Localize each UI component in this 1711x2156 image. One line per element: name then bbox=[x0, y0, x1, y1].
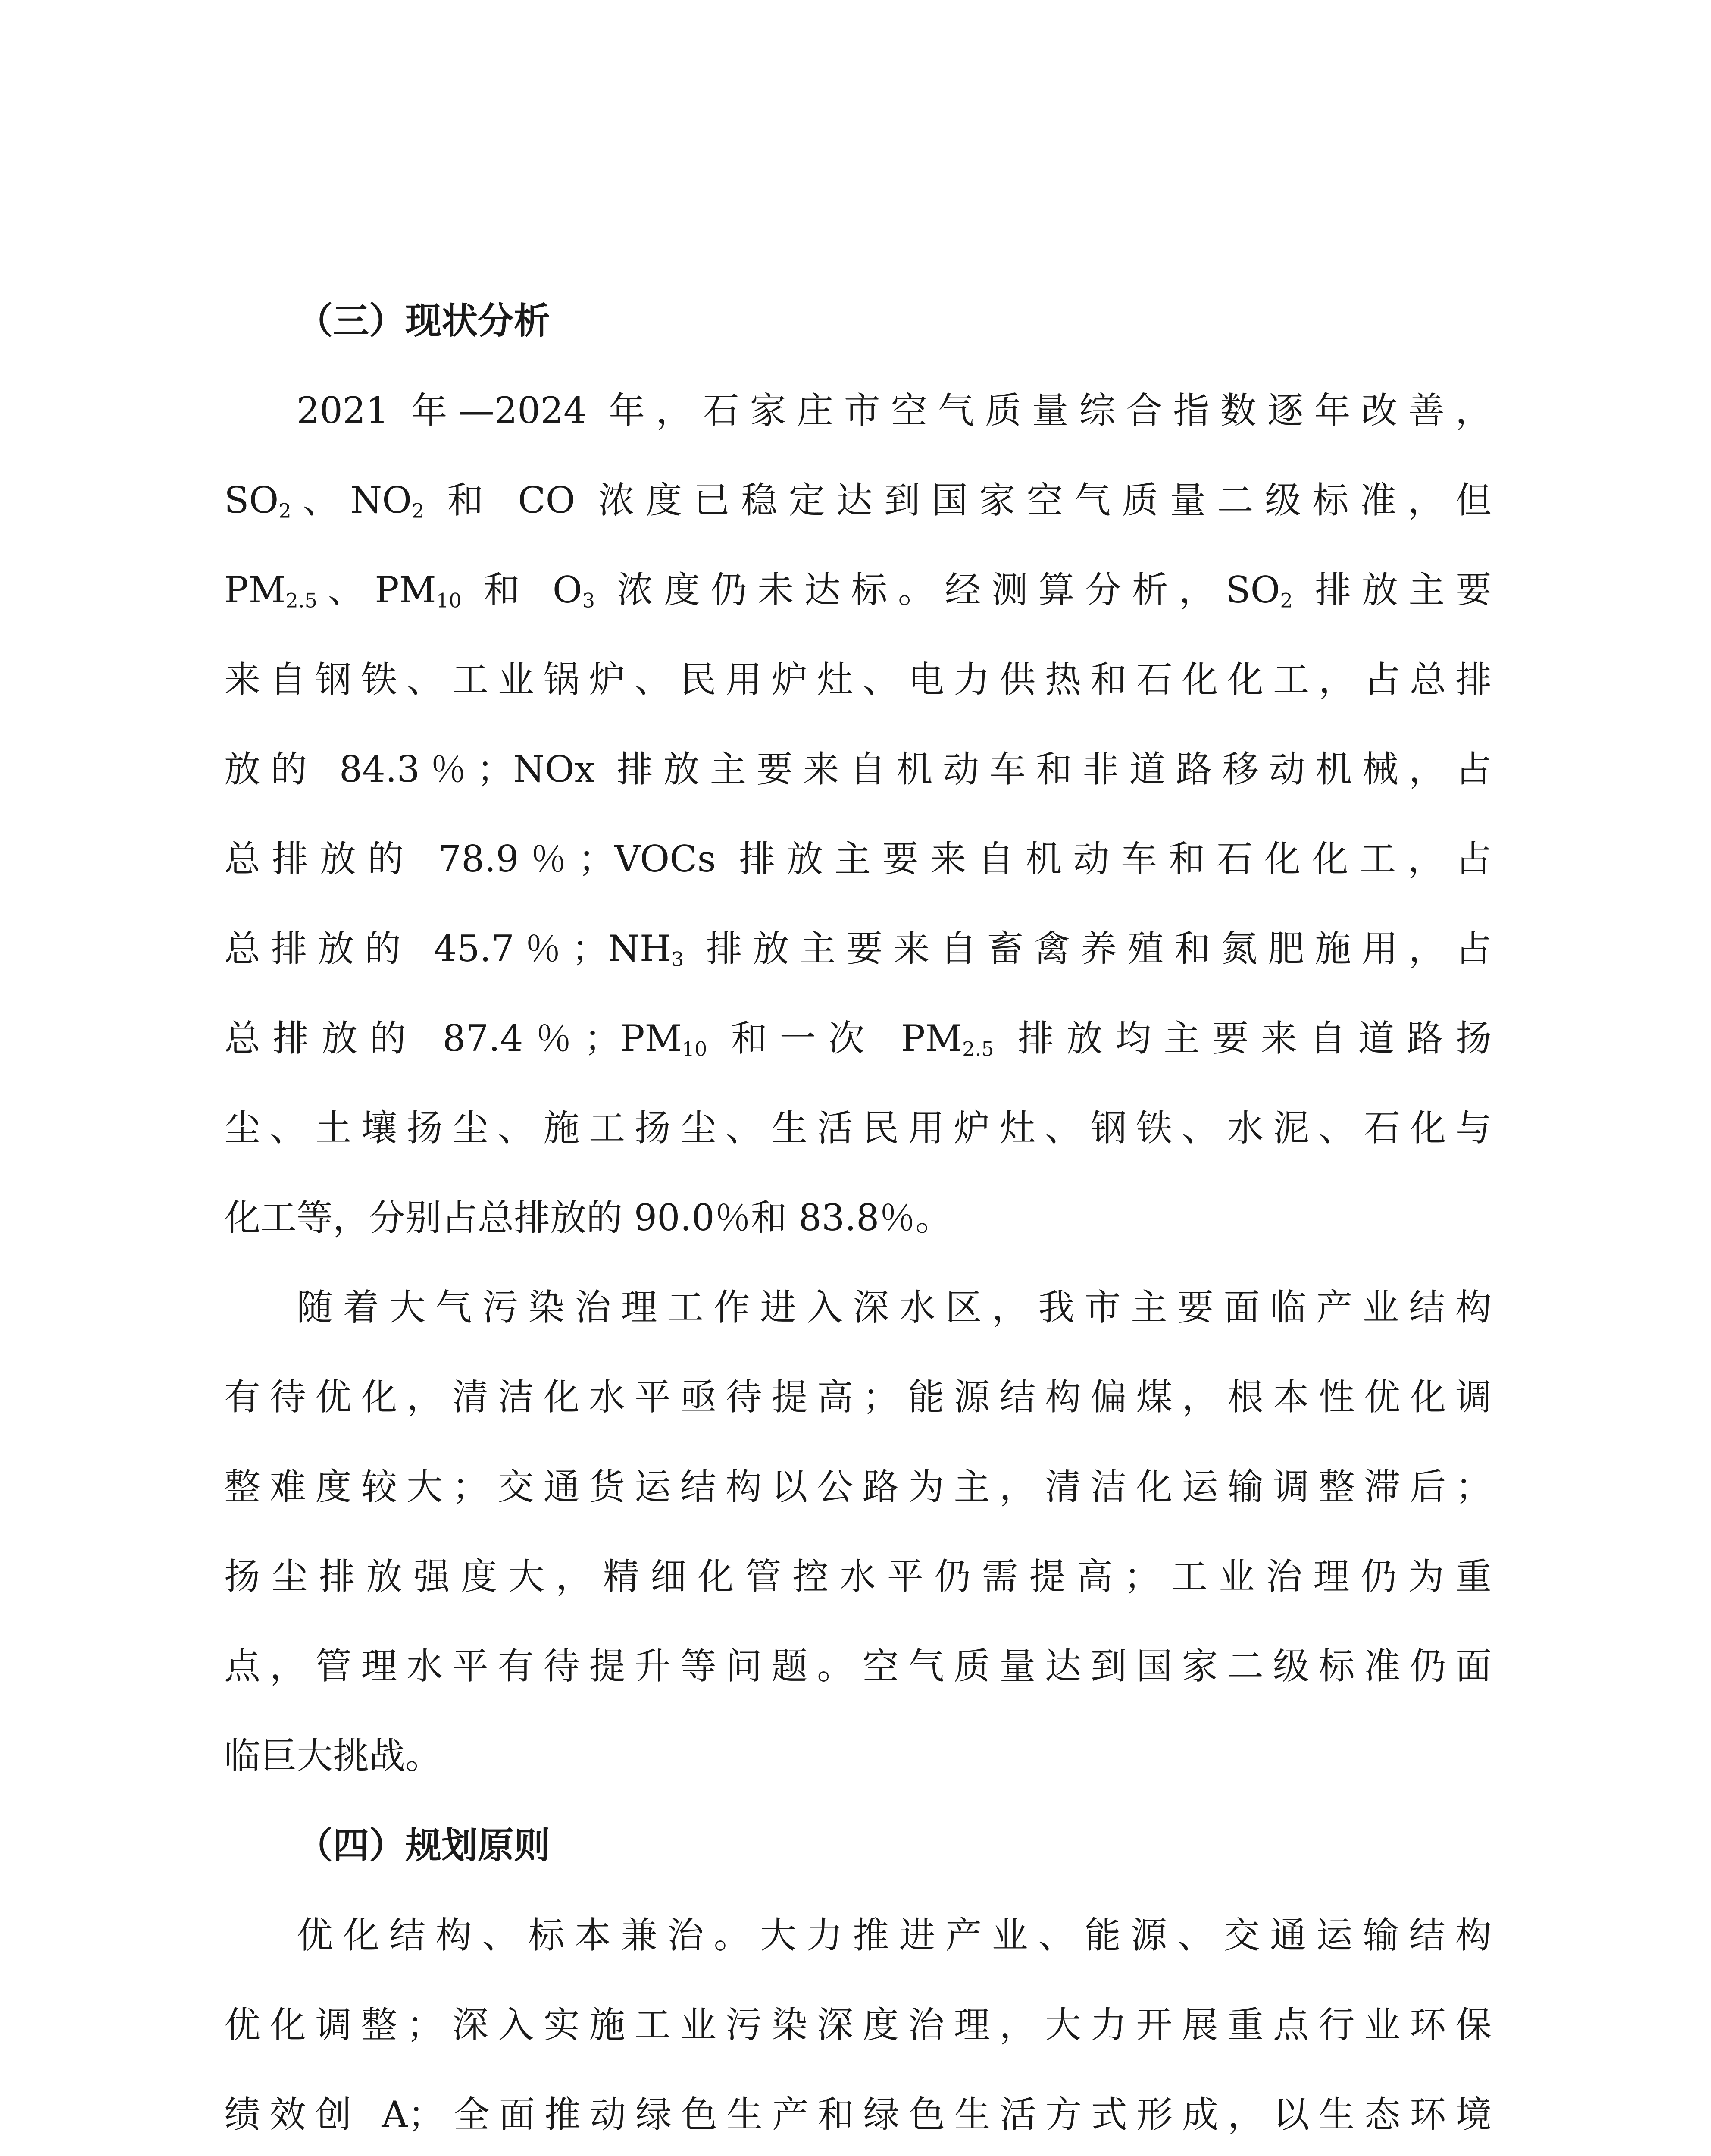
text-line: 随着大气污染治理工作进入深水区，我市主要面临产业结构 bbox=[297, 1286, 1492, 1329]
text-line: 总排放的 87.4％；$PM_{10}$ 和一次 $PM_{2.5}$ 排放均主要来自道路扬 bbox=[224, 1017, 1492, 1061]
section-heading-status-analysis: （三）现状分析 bbox=[297, 300, 551, 342]
text-line: 临巨大挑战。 bbox=[224, 1735, 442, 1777]
text-line: 有待优化，清洁化水平亟待提高；能源结构偏煤，根本性优化调 bbox=[224, 1376, 1492, 1418]
text-line: 优化调整；深入实施工业污染深度治理，大力开展重点行业环保 bbox=[224, 2004, 1492, 2046]
text-line: 来自钢铁、工业锅炉、民用炉灶、电力供热和石化化工，占总排 bbox=[224, 658, 1492, 701]
text-line: 点，管理水平有待提升等问题。空气质量达到国家二级标准仍面 bbox=[224, 1645, 1492, 1687]
paragraph-principles bbox=[224, 1890, 1492, 2156]
text-line: 放的 84.3％；NOx 排放主要来自机动车和非道路移动机械，占 bbox=[224, 748, 1492, 790]
text-line: 尘、土壤扬尘、施工扬尘、生活民用炉灶、钢铁、水泥、石化与 bbox=[224, 1107, 1492, 1149]
text-line: 绩效创 A；全面推动绿色生产和绿色生活方式形成，以生态环境 bbox=[224, 2093, 1492, 2136]
text-line: 扬尘排放强度大，精细化管控水平仍需提高；工业治理仍为重 bbox=[224, 1555, 1492, 1598]
document-body bbox=[224, 276, 1492, 2156]
paragraph-challenges bbox=[224, 1263, 1492, 1801]
text-line: 优化结构、标本兼治。大力推进产业、能源、交通运输结构 bbox=[297, 1914, 1492, 1956]
text-line: 化工等，分别占总排放的 90.0％和 83.8％。 bbox=[224, 1197, 952, 1239]
section-heading-planning-principles: （四）规划原则 bbox=[297, 1824, 551, 1867]
text-line: $SO_2$、$NO_2$ 和 CO 浓度已稳定达到国家空气质量二级标准，但 bbox=[224, 479, 1492, 523]
text-line: 总排放的 78.9％；VOCs 排放主要来自机动车和石化化工，占 bbox=[224, 838, 1492, 880]
text-line: 2021 年—2024 年，石家庄市空气质量综合指数逐年改善， bbox=[297, 389, 1492, 432]
text-line: 整难度较大；交通货运结构以公路为主，清洁化运输调整滞后； bbox=[224, 1466, 1492, 1508]
paragraph-status-emissions bbox=[224, 366, 1492, 1263]
text-line: 总排放的 45.7％；$NH_3$ 排放主要来自畜禽养殖和氮肥施用，占 bbox=[224, 928, 1492, 971]
text-line: $PM_{2.5}$、$PM_{10}$ 和 $O_3$ 浓度仍未达标。经测算分析，$SO_2$ 排放主要 bbox=[224, 569, 1492, 612]
